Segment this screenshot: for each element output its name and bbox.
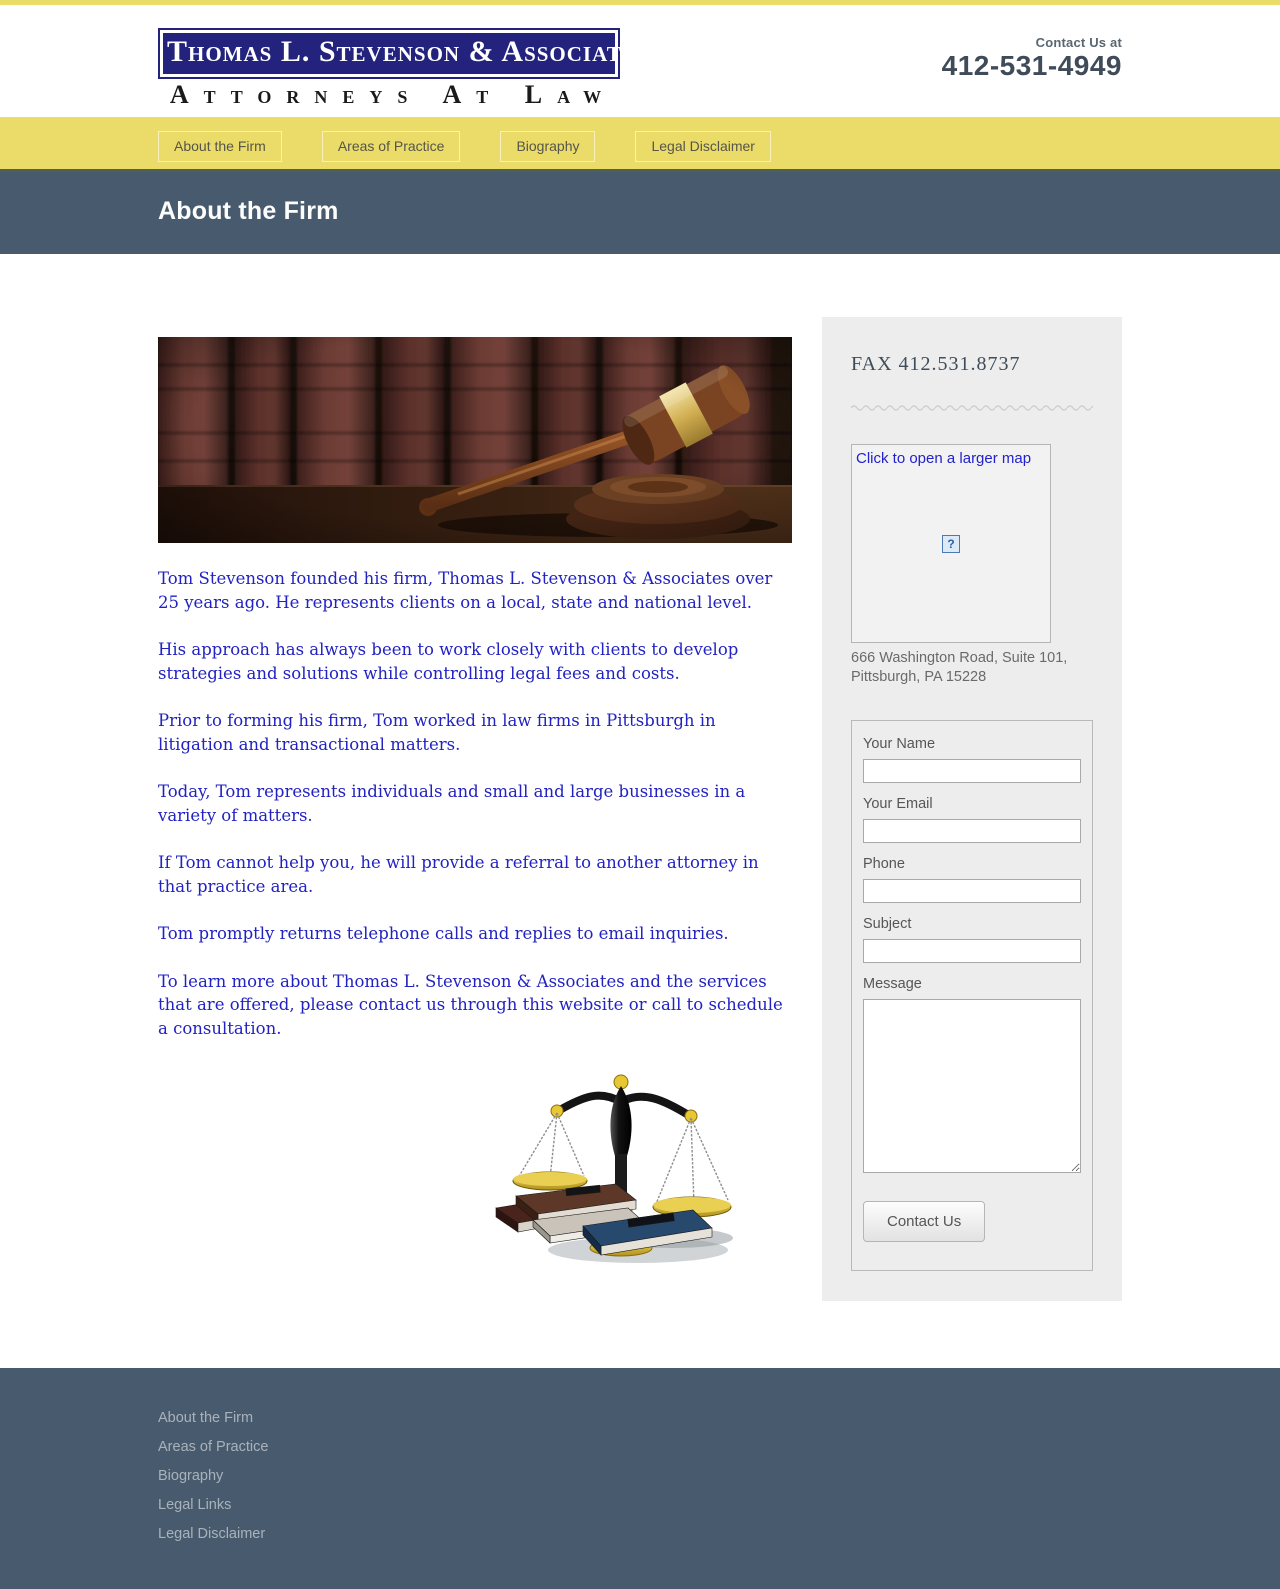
phone-number[interactable]: 412-531-4949: [941, 50, 1122, 81]
page-title: About the Firm: [158, 197, 339, 225]
footer-link-legal-disclaimer[interactable]: Legal Disclaimer: [158, 1526, 266, 1542]
firm-logo[interactable]: [158, 28, 650, 109]
body-paragraph: If Tom cannot help you, he will provide a referral to another attorney in that practice area.: [158, 853, 759, 896]
scales-of-justice-image: [488, 1058, 750, 1270]
header-contact: [942, 35, 1122, 82]
wavy-divider: [851, 403, 1093, 413]
contact-us-button[interactable]: Contact Us: [863, 1201, 985, 1242]
sidebar: [822, 317, 1122, 1301]
gavel-books-photo: [158, 337, 792, 543]
your-name-label: Your Name: [863, 736, 936, 752]
logo-tagline: Attorneys At Law: [169, 80, 617, 109]
fax-number: FAX 412.531.8737: [851, 353, 1021, 375]
site-header: [0, 5, 1280, 117]
open-larger-map-link[interactable]: Click to open a larger map: [856, 450, 1032, 467]
phone-label: Phone: [863, 856, 905, 872]
address-line-1: 666 Washington Road, Suite 101,: [851, 650, 1068, 666]
page-title-banner: [0, 172, 1280, 254]
body-paragraph: Tom promptly returns telephone calls and replies to email inquiries.: [158, 924, 729, 943]
body-paragraph: His approach has always been to work closely with clients to develop strategies and solutions while controlling legal fees and costs.: [158, 640, 739, 683]
footer-link-about-the-firm[interactable]: About the Firm: [158, 1410, 254, 1426]
content-area: [158, 254, 1122, 1301]
body-paragraph: Today, Tom represents individuals and small and large businesses in a variety of matters.: [158, 782, 746, 825]
footer-link-legal-links[interactable]: Legal Links: [158, 1497, 232, 1513]
broken-image-icon: ?: [942, 535, 960, 553]
nav-item-about-the-firm[interactable]: About the Firm: [158, 131, 282, 162]
your-email-label: Your Email: [863, 796, 933, 812]
nav-item-biography[interactable]: Biography: [500, 131, 595, 162]
subject-label: Subject: [863, 916, 912, 932]
your-email-input[interactable]: [863, 819, 1081, 843]
phone-input[interactable]: [863, 879, 1081, 903]
footer-link-biography[interactable]: Biography: [158, 1468, 224, 1484]
address-line-2: Pittsburgh, PA 15228: [851, 669, 987, 685]
message-label: Message: [863, 976, 922, 992]
body-paragraph: Tom Stevenson founded his firm, Thomas L. Stevenson & Associates over 25 years ago. He represents clients on a local, state and national level.: [158, 569, 773, 612]
logo-frame: [158, 28, 650, 79]
body-paragraph: To learn more about Thomas L. Stevenson & Associates and the services that are offered, please contact us through this website or call to schedule a consultation.: [158, 971, 783, 1038]
contact-form: [851, 720, 1093, 1271]
contact-us-label: Contact Us at: [1035, 35, 1122, 50]
main-navigation: [0, 117, 1280, 172]
logo-firm-name: Thomas L. Stevenson & Associates: [163, 33, 615, 74]
nav-item-areas-of-practice[interactable]: Areas of Practice: [322, 131, 461, 162]
main-column: [158, 317, 792, 1270]
subject-input[interactable]: [863, 939, 1081, 963]
your-name-input[interactable]: [863, 759, 1081, 783]
footer-link-areas-of-practice[interactable]: Areas of Practice: [158, 1439, 269, 1455]
message-textarea[interactable]: [863, 999, 1081, 1173]
site-footer: [0, 1368, 1280, 1589]
map-embed: [851, 444, 1051, 643]
street-address: [851, 649, 1093, 687]
nav-item-legal-disclaimer[interactable]: Legal Disclaimer: [635, 131, 770, 162]
body-paragraph: Prior to forming his firm, Tom worked in law firms in Pittsburgh in litigation and transactional matters.: [158, 711, 716, 754]
